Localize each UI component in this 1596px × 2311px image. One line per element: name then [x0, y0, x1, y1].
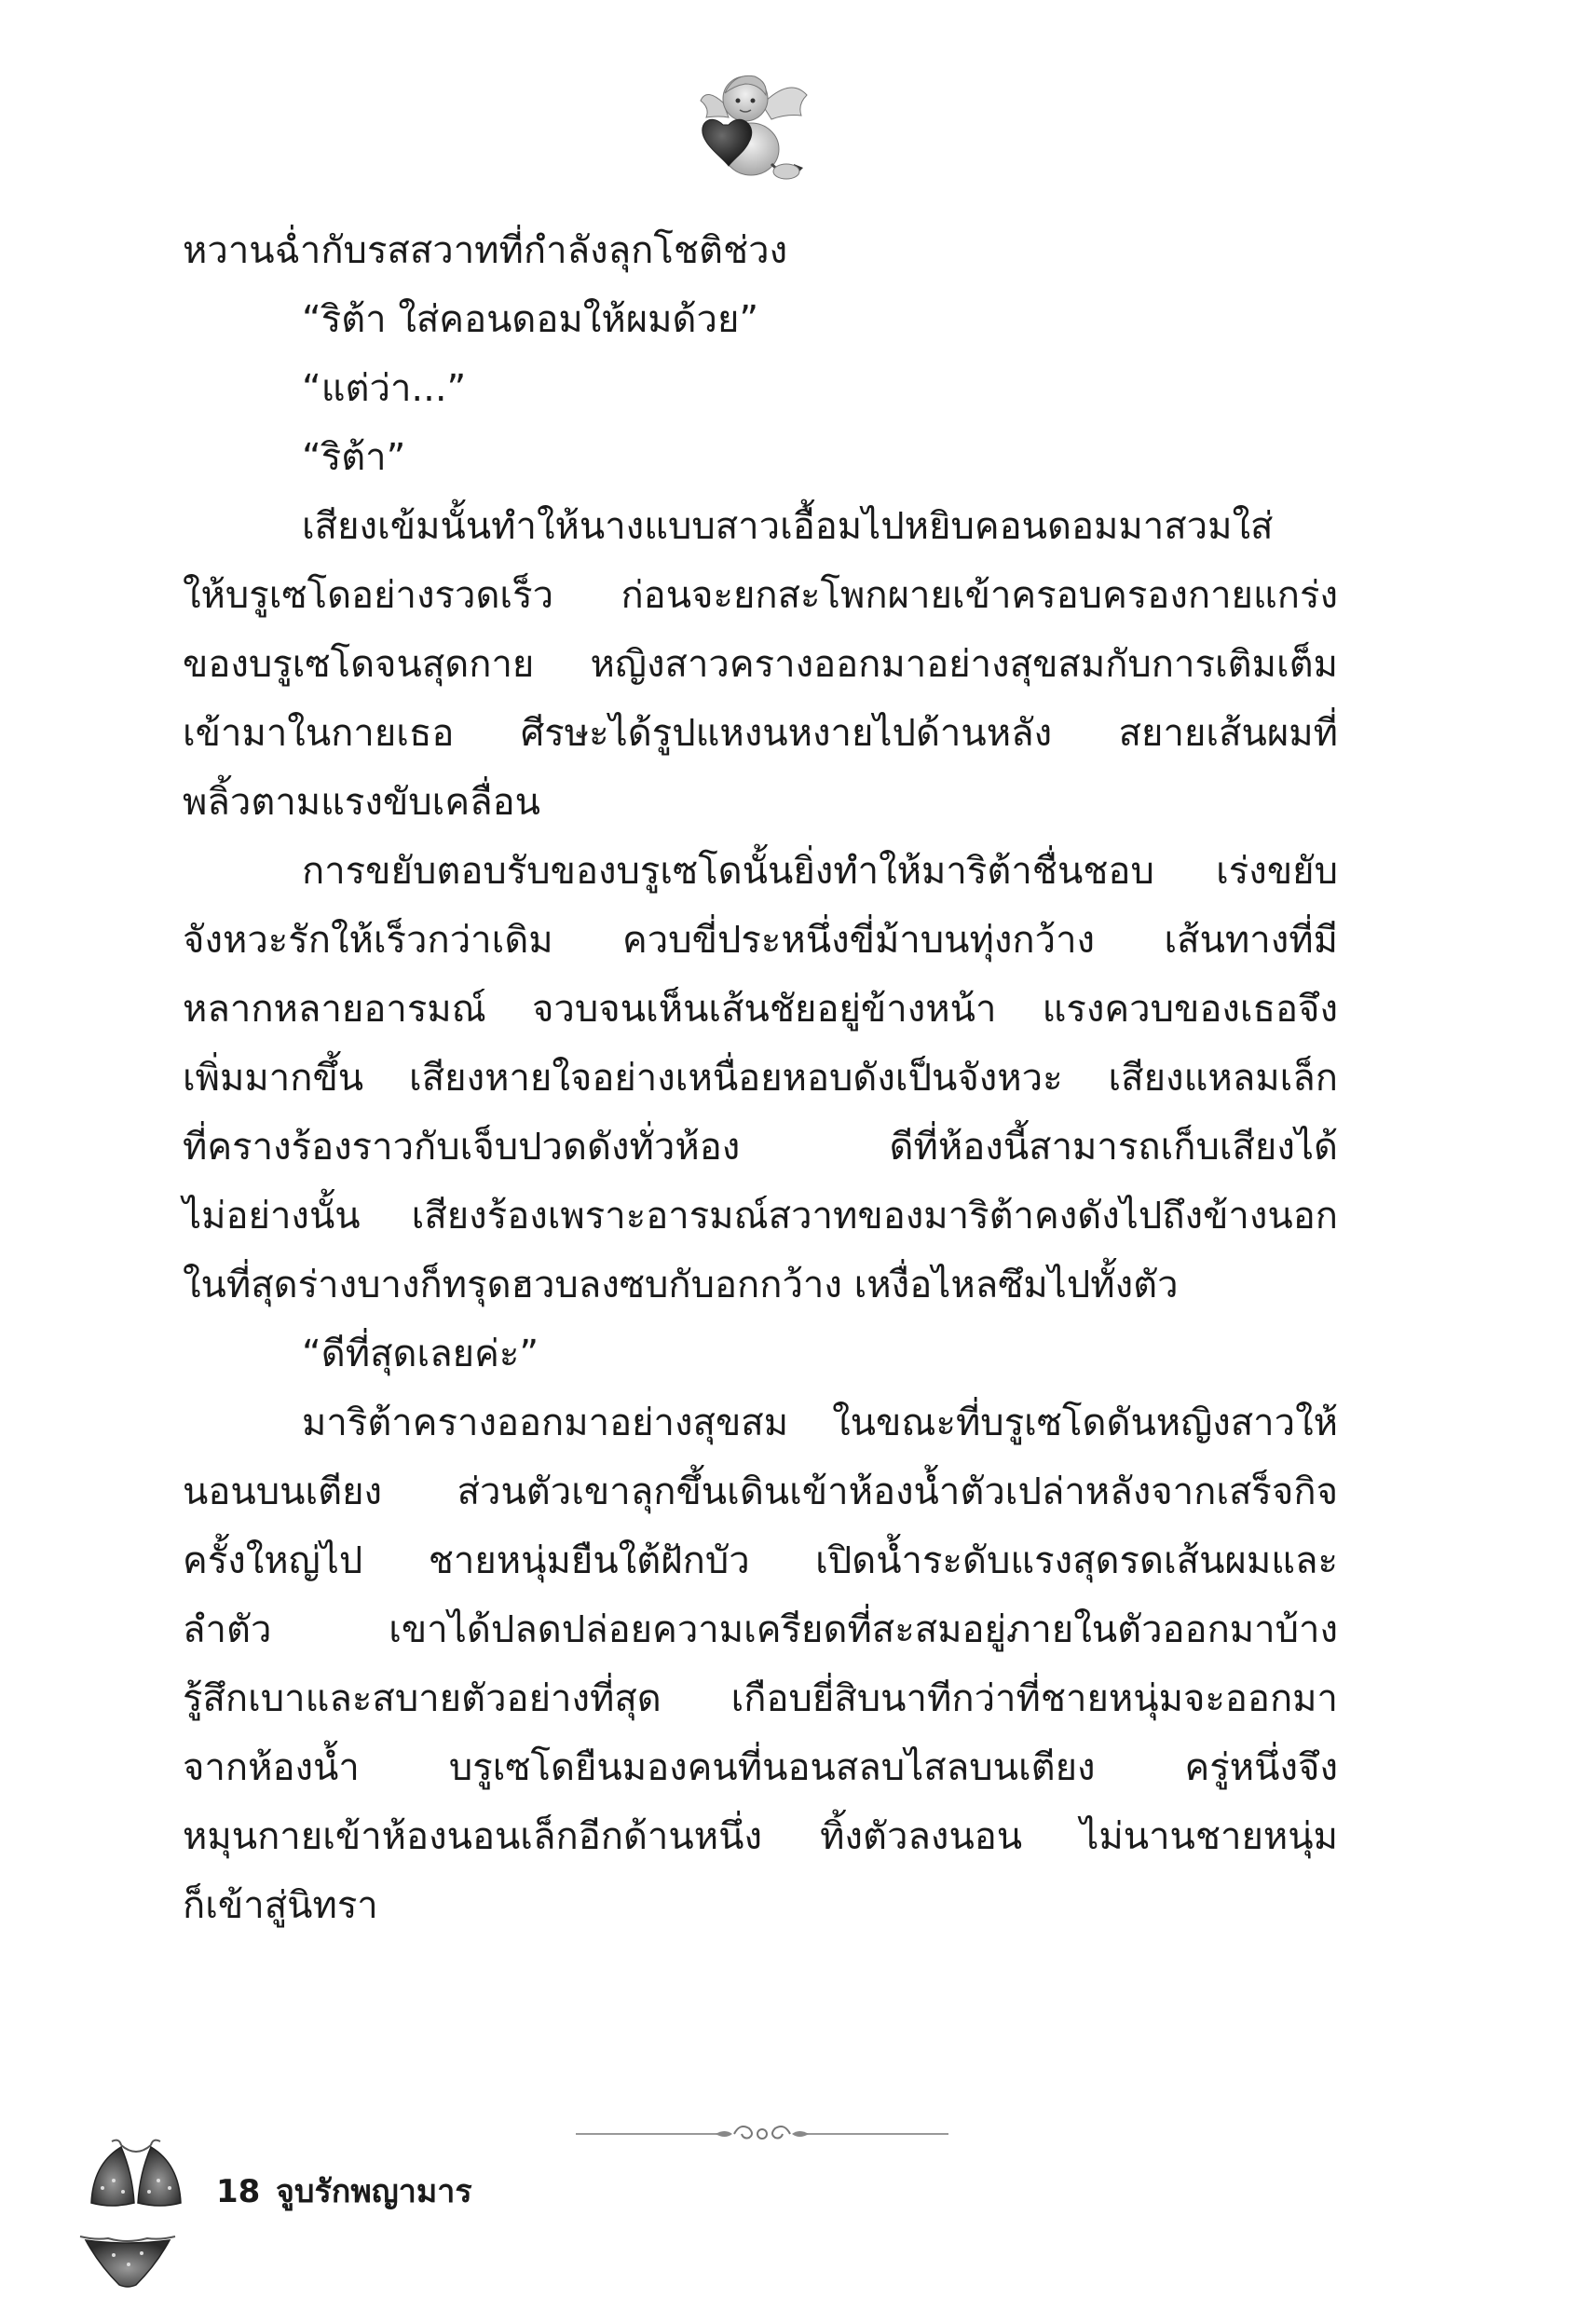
paragraph-line: จากห้องน้ำ บรูเซโดยืนมองคนที่นอนสลบไสลบนเตียง ครู่หนึ่งจึง: [183, 1746, 1338, 1789]
page-number: 18: [216, 2173, 261, 2210]
paragraph-line: มาริต้าครางออกมาอย่างสุขสม ในขณะที่บรูเซโดดันหญิงสาวให้: [302, 1402, 1338, 1444]
paragraph-line: ลำตัว เขาได้ปลดปล่อยความเครียดที่สะสมอยู่ภายในตัวออกมาบ้าง: [183, 1608, 1338, 1651]
paragraph-line: เข้ามาในกายเธอ ศีรษะได้รูปแหงนหงายไปด้านหลัง สยายเส้นผมที่: [183, 712, 1338, 755]
paragraph-line: รู้สึกเบาและสบายตัวอย่างที่สุด เกือบยี่สิบนาทีกว่าที่ชายหนุ่มจะออกมา: [183, 1677, 1338, 1720]
paragraph-line: หวานฉ่ำกับรสสวาทที่กำลังลุกโชติช่วง: [183, 229, 788, 272]
paragraph-line: การขยับตอบรับของบรูเซโดนั้นยิ่งทำให้มาริต้าชื่นชอบ เร่งขยับ: [302, 850, 1338, 893]
book-title: จูบรักพญามาร: [276, 2173, 472, 2210]
dialogue-line: “ริต้า”: [302, 436, 406, 479]
scroll-divider-icon: [576, 2115, 948, 2153]
paragraph-line: ของบรูเซโดจนสุดกาย หญิงสาวครางออกมาอย่างสุขสมกับการเติมเต็ม: [183, 643, 1338, 686]
cupid-with-heart-icon: [697, 67, 811, 186]
paragraph-line: หมุนกายเข้าห้องนอนเล็กอีกด้านหนึ่ง ทิ้งตัวลงนอน ไม่นานชายหนุ่ม: [183, 1815, 1338, 1858]
paragraph-line: ที่ครางร้องราวกับเจ็บปวดดังทั่วห้อง ดีที่ห้องนี้สามารถเก็บเสียงได้: [183, 1126, 1338, 1169]
paragraph-line: จังหวะรักให้เร็วกว่าเดิม ควบขี่ประหนึ่งขี่ม้าบนทุ่งกว้าง เส้นทางที่มี: [183, 919, 1338, 962]
paragraph-line: ครั้งใหญ่ไป ชายหนุ่มยืนใต้ฝักบัว เปิดน้ำระดับแรงสุดรดเส้นผมและ: [183, 1539, 1338, 1582]
body-text: [183, 216, 1338, 1940]
dialogue-line: “แต่ว่า...”: [302, 367, 467, 410]
dialogue-line: “ริต้า ใส่คอนดอมให้ผมด้วย”: [302, 298, 759, 341]
paragraph-line: ในที่สุดร่างบางก็ทรุดฮวบลงซบกับอกกว้าง เหงื่อไหลซึมไปทั้งตัว: [183, 1264, 1179, 1306]
paragraph-line: ให้บรูเซโดอย่างรวดเร็ว ก่อนจะยกสะโพกผายเข้าครอบครองกายแกร่ง: [183, 574, 1338, 617]
paragraph-line: เสียงเข้มนั้นทำให้นางแบบสาวเอื้อมไปหยิบคอนดอมมาสวมใส่: [302, 505, 1274, 548]
bikini-bottom-icon: [76, 2227, 179, 2292]
paragraph-line: นอนบนเตียง ส่วนตัวเขาลุกขึ้นเดินเข้าห้องน้ำตัวเปล่าหลังจากเสร็จกิจ: [183, 1470, 1338, 1513]
paragraph-line: หลากหลายอารมณ์ จวบจนเห็นเส้นชัยอยู่ข้างหน้า แรงควบของเธอจึง: [183, 988, 1338, 1031]
paragraph-line: พลิ้วตามแรงขับเคลื่อน: [183, 781, 540, 824]
paragraph-line: เพิ่มมากขึ้น เสียงหายใจอย่างเหนื่อยหอบดังเป็นจังหวะ เสียงแหลมเล็ก: [183, 1057, 1338, 1100]
paragraph-line: ก็เข้าสู่นิทรา: [183, 1884, 378, 1927]
paragraph-line: ไม่อย่างนั้น เสียงร้องเพราะอารมณ์สวาทของมาริต้าคงดังไปถึงข้างนอก: [183, 1195, 1338, 1238]
bikini-top-icon: [84, 2136, 188, 2210]
dialogue-line: “ดีที่สุดเลยค่ะ”: [302, 1333, 539, 1375]
